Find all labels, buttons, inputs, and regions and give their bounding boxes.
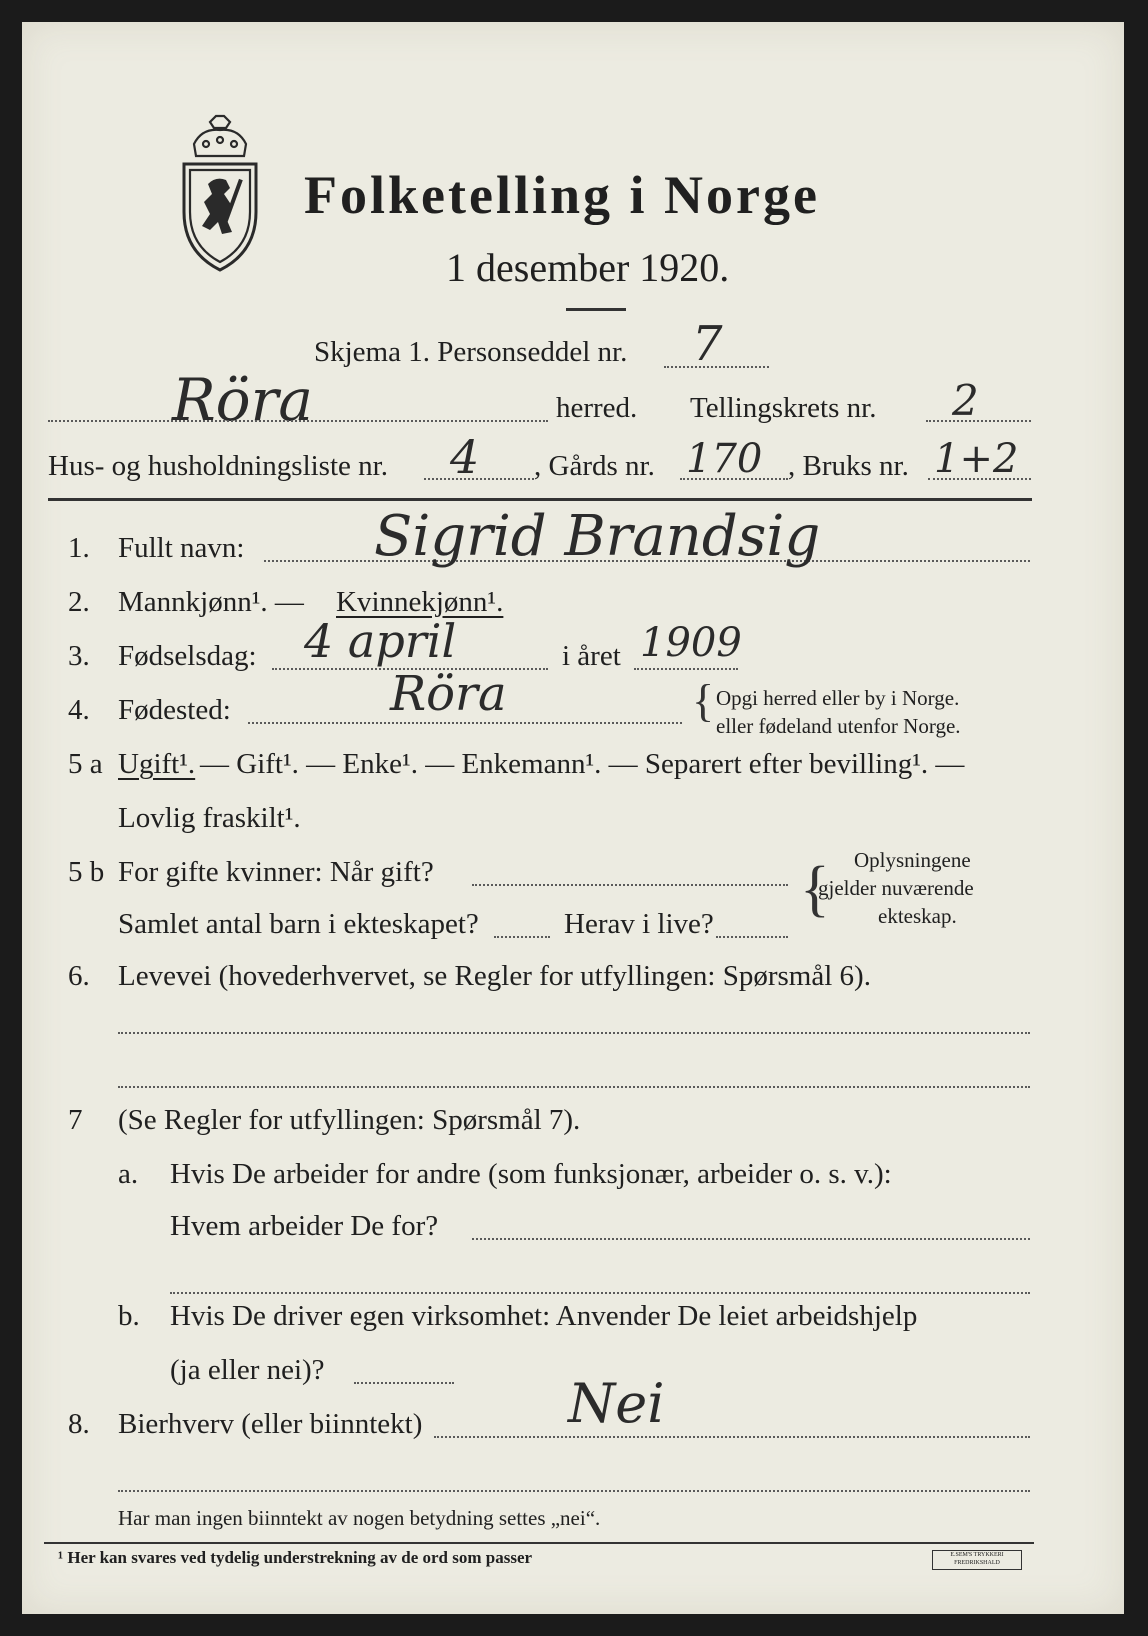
q8-number: 8.	[68, 1408, 90, 1440]
q6-label: Levevei (hovederhvervet, se Regler for utfyllingen: Spørsmål 6).	[118, 960, 871, 992]
q5b-married-line	[472, 884, 788, 886]
printer-stamp: E.SEM'S TRYKKERI FREDRIKSHALD	[932, 1550, 1022, 1570]
q6-line-2	[118, 1086, 1030, 1088]
q3-year-value[interactable]: 1909	[640, 620, 742, 666]
hus-value[interactable]: 4	[450, 430, 480, 484]
q5a-number: 5 a	[68, 748, 103, 780]
tellingskrets-label: Tellingskrets nr.	[690, 392, 877, 424]
title-divider	[566, 308, 626, 311]
q7-label: (Se Regler for utfyllingen: Spørsmål 7).	[118, 1104, 581, 1136]
footer-note: Har man ingen biinntekt av nogen betydning settes „nei“.	[118, 1506, 601, 1530]
q4-brace: {	[692, 675, 715, 726]
q4-label: Fødested:	[118, 694, 231, 726]
q5a-options[interactable]: — Gift¹. — Enke¹. — Enkemann¹. — Separert efter bevilling¹. —	[200, 748, 965, 780]
q7a-line-1	[472, 1238, 1030, 1240]
q1-number: 1.	[68, 532, 90, 564]
q2-mannkjonn[interactable]: Mannkjønn¹. —	[118, 586, 304, 618]
q1-label: Fullt navn:	[118, 532, 245, 564]
q7b-number: b.	[118, 1300, 140, 1332]
q8-line-2	[118, 1490, 1030, 1492]
tellingskrets-value[interactable]: 2	[952, 376, 979, 425]
gards-value[interactable]: 170	[686, 436, 763, 482]
q7a-label2: Hvem arbeider De for?	[170, 1210, 439, 1242]
herred-line	[48, 420, 548, 422]
q3-birthday-value[interactable]: 4 april	[304, 614, 457, 668]
q5b-note-line3: ekteskap.	[878, 904, 957, 928]
q7a-label: Hvis De arbeider for andre (som funksjonær, arbeider o. s. v.):	[170, 1158, 892, 1190]
form-date: 1 desember 1920.	[446, 245, 730, 290]
q7-number: 7	[68, 1104, 83, 1136]
q2-number: 2.	[68, 586, 90, 618]
q8-label: Bierhverv (eller biinntekt)	[118, 1408, 423, 1440]
q7b-label: Hvis De driver egen virksomhet: Anvender De leiet arbeidshjelp	[170, 1300, 918, 1332]
q8-line	[434, 1436, 1030, 1438]
q8-value[interactable]: Nei	[568, 1372, 665, 1435]
q6-number: 6.	[68, 960, 90, 992]
q7a-number: a.	[118, 1158, 139, 1190]
form-title: Folketelling i Norge	[304, 165, 820, 225]
q3-year-line	[634, 668, 738, 670]
norway-coat-of-arms-icon	[172, 114, 268, 274]
footnote: ¹ Her kan svares ved tydelig understrekning av de ord som passer	[58, 1548, 533, 1567]
q5a-ugift[interactable]: Ugift¹.	[118, 748, 196, 780]
q6-line-1	[118, 1032, 1030, 1034]
q3-year-label: i året	[562, 640, 621, 672]
q5a-lovlig-fraskilt[interactable]: Lovlig fraskilt¹.	[118, 802, 301, 834]
q4-line	[248, 722, 682, 724]
q7b-label2: (ja eller nei)?	[170, 1354, 325, 1386]
q4-note-line1: Opgi herred eller by i Norge.	[716, 686, 960, 710]
header-rule	[48, 498, 1032, 501]
gards-label: , Gårds nr.	[534, 450, 655, 482]
q5b-alive-line	[716, 936, 788, 938]
q7a-line-2	[170, 1292, 1030, 1294]
footer-rule	[44, 1542, 1034, 1544]
q4-note-line2: eller fødeland utenfor Norge.	[716, 714, 961, 738]
q4-number: 4.	[68, 694, 90, 726]
q5b-number: 5 b	[68, 856, 105, 888]
bruks-label: , Bruks nr.	[788, 450, 909, 482]
personseddel-value[interactable]: 7	[692, 316, 723, 372]
q1-full-name-value[interactable]: Sigrid Brandsig	[374, 504, 821, 569]
q5b-note-line1: Oplysningene	[854, 848, 971, 872]
q3-number: 3.	[68, 640, 90, 672]
q4-birthplace-value[interactable]: Röra	[390, 666, 507, 722]
q2-kvinnekjonn[interactable]: Kvinnekjønn¹.	[336, 586, 504, 618]
q7b-line	[354, 1382, 454, 1384]
q5b-label-married: For gifte kvinner: Når gift?	[118, 856, 434, 888]
skjema-label: Skjema 1. Personseddel nr.	[314, 336, 628, 368]
bruks-value[interactable]: 1+2	[934, 436, 1019, 482]
q3-label: Fødselsdag:	[118, 640, 257, 672]
q5b-label-alive: Herav i live?	[564, 908, 714, 940]
q5b-children-line	[494, 936, 550, 938]
q5b-brace: {	[800, 855, 830, 923]
q5b-label-children: Samlet antal barn i ekteskapet?	[118, 908, 479, 940]
q5b-note-line2: gjelder nuværende	[818, 876, 974, 900]
census-form-sheet	[22, 22, 1124, 1614]
herred-value[interactable]: Röra	[172, 366, 313, 434]
herred-label: herred.	[556, 392, 638, 424]
hus-label: Hus- og husholdningsliste nr.	[48, 450, 388, 482]
